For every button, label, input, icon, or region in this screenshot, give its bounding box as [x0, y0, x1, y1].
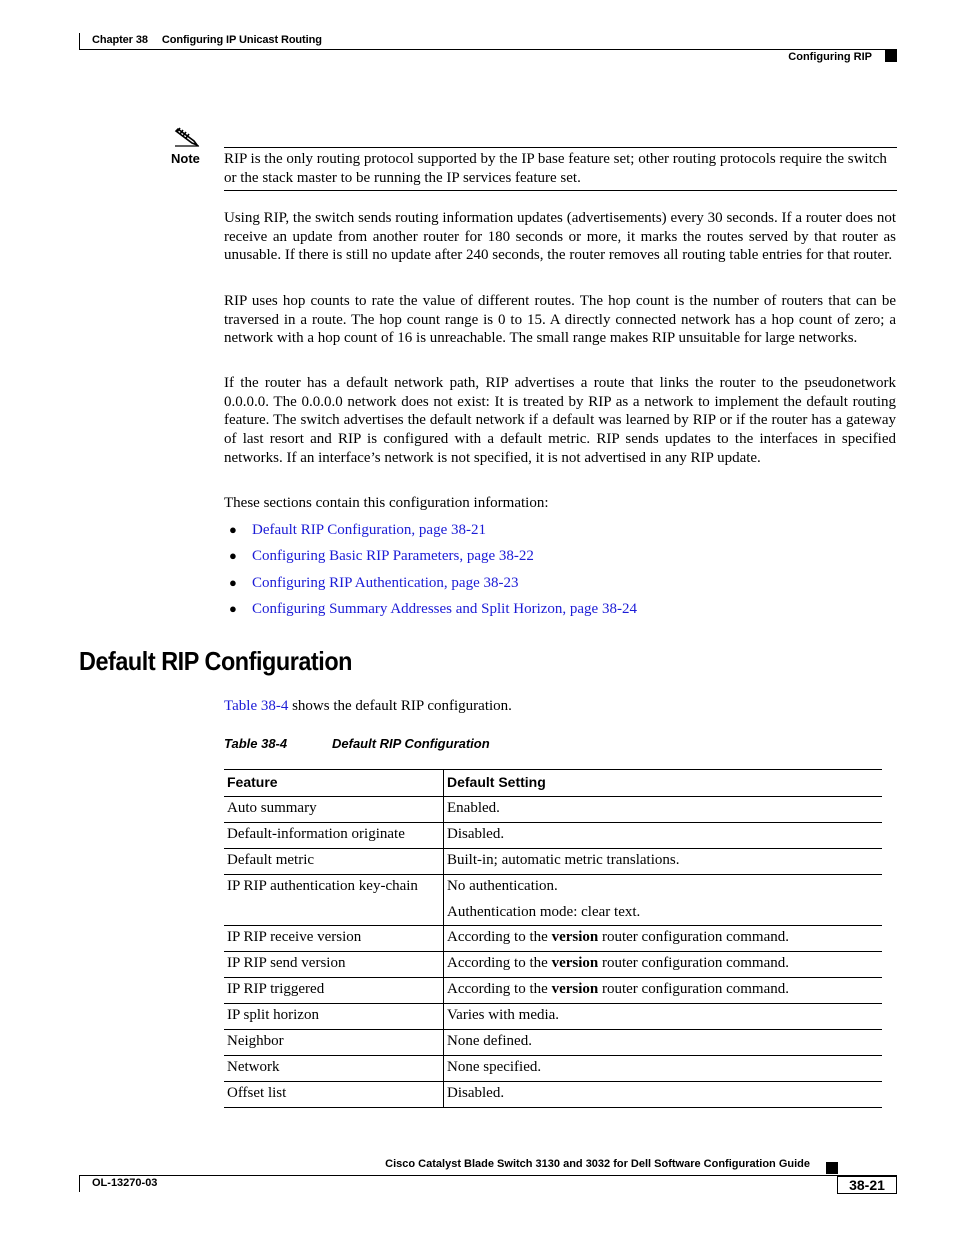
column-header-feature: Feature — [224, 770, 444, 797]
setting-cell: Built-in; automatic metric translations. — [444, 849, 883, 875]
page-number: 38-21 — [837, 1176, 897, 1194]
list-item — [229, 546, 637, 572]
table-row — [224, 849, 882, 875]
header-rule — [79, 49, 897, 50]
column-header-default-setting: Default Setting — [444, 770, 883, 797]
feature-cell: IP RIP triggered — [224, 978, 444, 1004]
table-caption — [224, 736, 490, 751]
setting-cell — [444, 926, 883, 952]
list-item — [229, 573, 637, 599]
setting-cell: None defined. — [444, 1030, 883, 1056]
feature-cell: Auto summary — [224, 797, 444, 823]
setting-cell: Enabled. — [444, 797, 883, 823]
setting-text-pre: According to the — [447, 981, 552, 997]
feature-cell: Network — [224, 1056, 444, 1082]
setting-text-post: router configuration command. — [598, 929, 790, 945]
feature-cell: Default metric — [224, 849, 444, 875]
link-default-rip-configuration[interactable]: Default RIP Configuration, page 38-21 — [252, 522, 486, 538]
running-header-section: Configuring RIP — [788, 51, 872, 63]
feature-cell: IP RIP receive version — [224, 926, 444, 952]
note-text: RIP is the only routing protocol supported by the IP base feature set; other routing protocols require the switch or the stack master to be running the IP services feature set. — [224, 151, 887, 186]
table-row — [224, 978, 882, 1004]
note-label: Note — [171, 151, 200, 166]
table-reference-text: shows the default RIP configuration. — [288, 698, 512, 714]
chapter-number: Chapter 38 — [92, 34, 148, 46]
setting-cell — [444, 875, 883, 926]
setting-text-pre: According to the — [447, 955, 552, 971]
feature-cell: Default-information originate — [224, 823, 444, 849]
table-row — [224, 797, 882, 823]
setting-cell: Disabled. — [444, 1082, 883, 1108]
header-marker-block — [885, 50, 897, 62]
setting-text-pre: According to the — [447, 929, 552, 945]
setting-cell: Varies with media. — [444, 1004, 883, 1030]
setting-text-post: router configuration command. — [598, 981, 790, 997]
feature-cell: Offset list — [224, 1082, 444, 1108]
setting-cell — [444, 978, 883, 1004]
feature-cell: IP RIP authentication key-chain — [224, 875, 444, 926]
feature-cell: Neighbor — [224, 1030, 444, 1056]
link-configuring-rip-authentication[interactable]: Configuring RIP Authentication, page 38-23 — [252, 574, 519, 591]
footer-marker-block — [826, 1162, 838, 1174]
running-header-chapter — [92, 34, 322, 46]
setting-line-1: No authentication. — [447, 878, 558, 894]
table-reference-link[interactable]: Table 38-4 — [224, 698, 289, 714]
table-row — [224, 1030, 882, 1056]
command-keyword: version — [551, 981, 599, 997]
paragraph-sections-intro: These sections contain this configuration information: — [224, 495, 549, 511]
table-row — [224, 1004, 882, 1030]
footer-guide-title: Cisco Catalyst Blade Switch 3130 and 3032 for Dell Software Configuration Guide — [385, 1158, 810, 1170]
section-link-list — [229, 520, 637, 626]
table-row — [224, 1082, 882, 1108]
paragraph-default-network: If the router has a default network path, RIP advertises a route that links the router to the pseudonetwork 0.0.0.0. The 0.0.0.0 network does not exist: It is treated by RIP as a network to implement the default routing feature. The switch advertises the default network if a default was learned by RIP or if the router has a gateway of last resort and RIP is configured with a default metric. RIP sends updates to the interfaces in specified networks. If an interface’s network is not specified, it is not advertised in any RIP update. — [224, 375, 896, 466]
default-rip-config-table — [224, 769, 882, 1108]
table-reference-sentence — [224, 698, 512, 715]
setting-cell — [444, 952, 883, 978]
table-row — [224, 952, 882, 978]
setting-text-post: router configuration command. — [598, 955, 790, 971]
paragraph-hop-counts: RIP uses hop counts to rate the value of different routes. The hop count is the number of routers that can be traversed in a route. The hop count range is 0 to 15. A directly connected network has a hop count of zero; a network with a hop count of 16 is unreachable. The small range makes RIP unsuitable for large networks. — [224, 293, 896, 347]
footer-doc-number: OL-13270-03 — [92, 1177, 158, 1189]
note-rule-bottom — [224, 190, 897, 191]
footer-rule — [79, 1175, 897, 1176]
table-caption-title: Default RIP Configuration — [332, 736, 490, 751]
table-row — [224, 1056, 882, 1082]
table-header-row — [224, 770, 882, 797]
setting-line-2: Authentication mode: clear text. — [447, 904, 641, 920]
feature-cell: IP split horizon — [224, 1004, 444, 1030]
paragraph-rip-updates: Using RIP, the switch sends routing information updates (advertisements) every 30 seconds. If a router does not receive an update from another router for 180 seconds or more, it marks the routes served by that router as unusable. If there is still no update after 240 seconds, the router removes all routing table entries for that router. — [224, 210, 896, 264]
list-item — [229, 599, 637, 625]
list-item — [229, 520, 637, 546]
footer-rule-vertical — [79, 1175, 80, 1192]
setting-cell: Disabled. — [444, 823, 883, 849]
table-row — [224, 875, 882, 926]
bullet-icon: ● — [229, 574, 237, 590]
note-rule-top — [224, 147, 897, 148]
table-caption-number: Table 38-4 — [224, 736, 288, 751]
header-rule-vertical — [79, 33, 80, 50]
setting-cell: None specified. — [444, 1056, 883, 1082]
command-keyword: version — [551, 955, 599, 971]
section-heading: Default RIP Configuration — [79, 646, 353, 676]
bullet-icon: ● — [229, 601, 237, 617]
link-configuring-basic-rip-parameters[interactable]: Configuring Basic RIP Parameters, page 38-22 — [252, 548, 534, 565]
bullet-icon: ● — [229, 548, 237, 564]
pencil-note-icon — [174, 125, 200, 147]
table-row — [224, 926, 882, 952]
bullet-icon: ● — [229, 522, 237, 537]
table-row — [224, 823, 882, 849]
command-keyword: version — [551, 929, 599, 945]
link-configuring-summary-addresses[interactable]: Configuring Summary Addresses and Split Horizon, page 38-24 — [252, 601, 637, 618]
feature-cell: IP RIP send version — [224, 952, 444, 978]
chapter-title: Configuring IP Unicast Routing — [161, 34, 322, 46]
